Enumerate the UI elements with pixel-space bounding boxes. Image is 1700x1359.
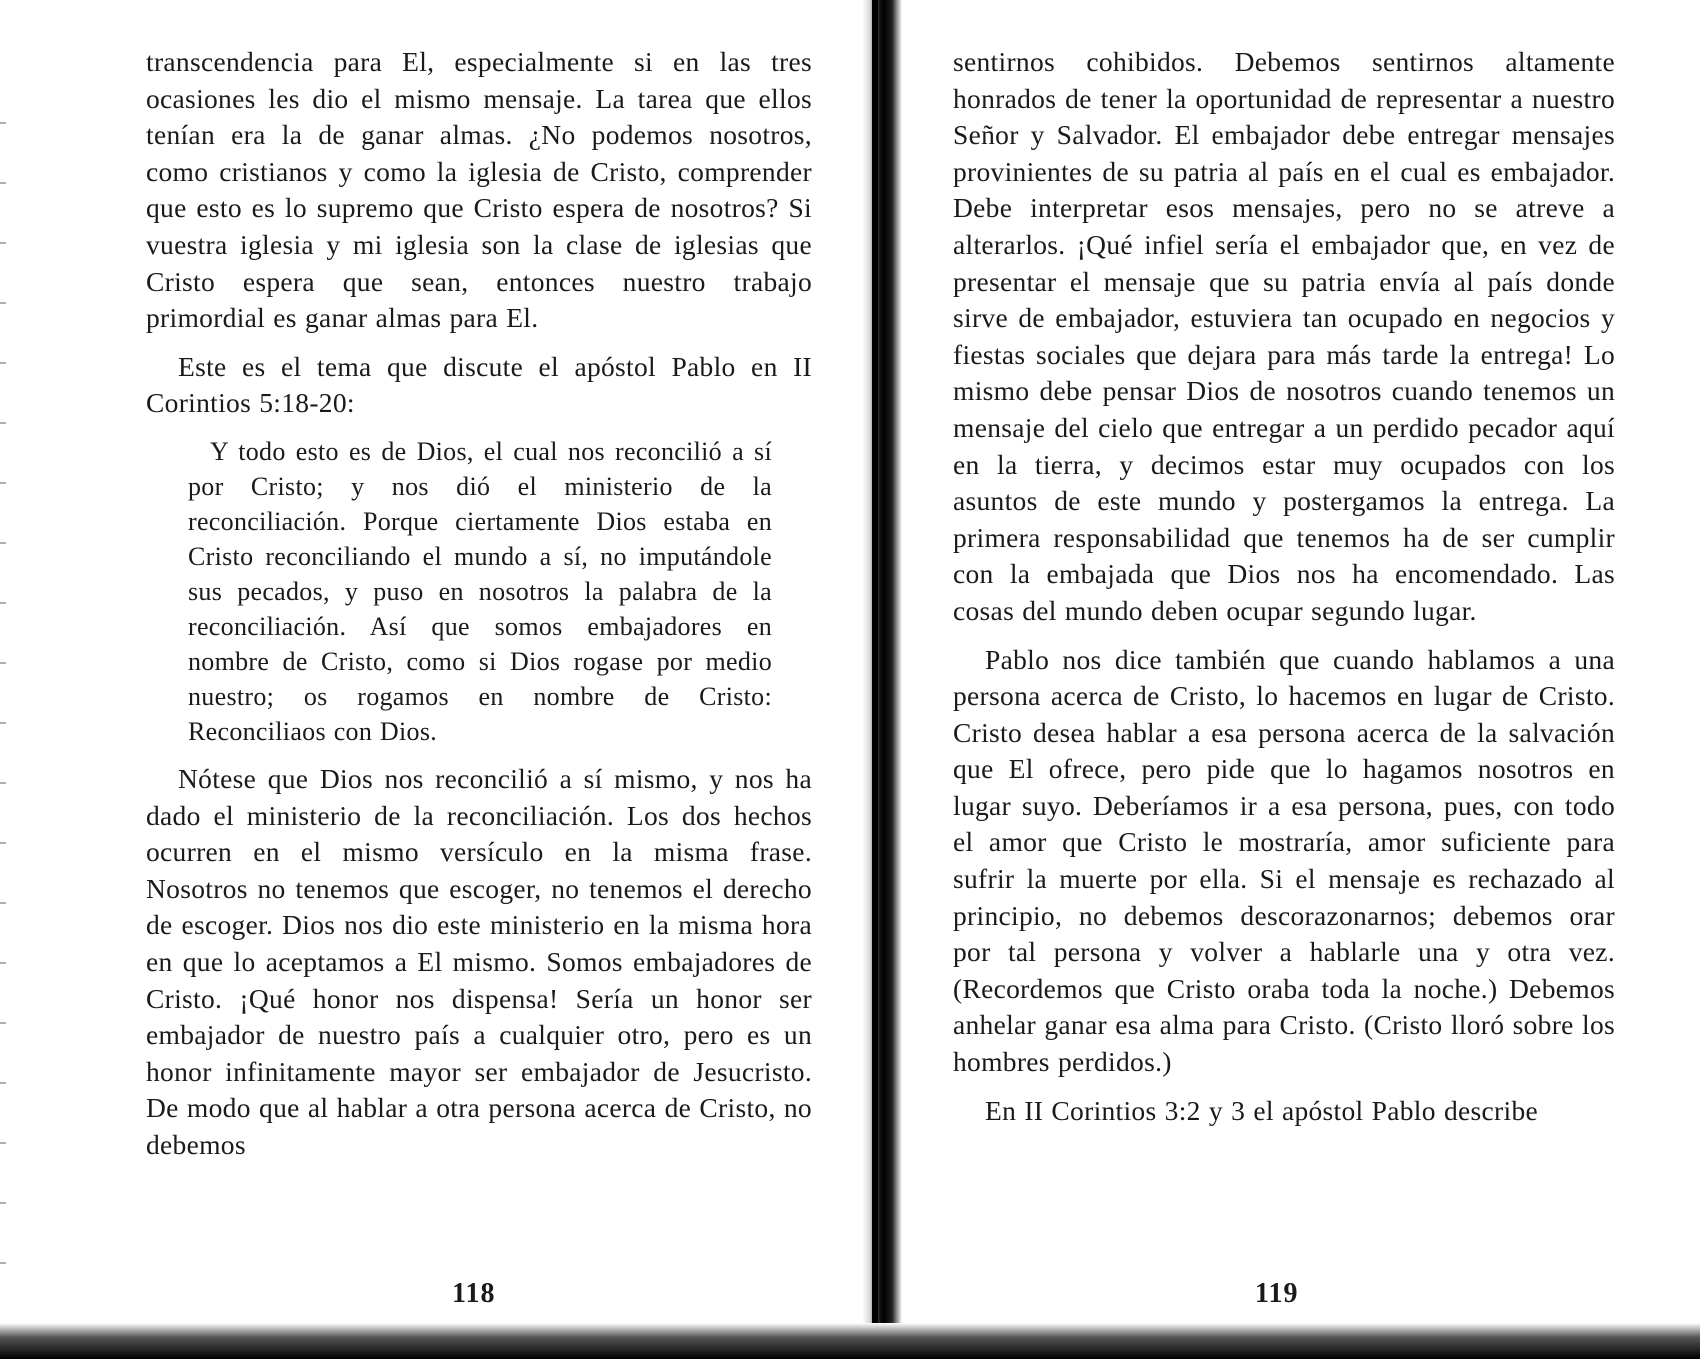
book-gutter-shadow: [862, 0, 902, 1359]
right-paragraph-2: Pablo nos dice también que cuando hablamos a una persona acerca de Cristo, lo hacemos en lugar de Cristo. Cristo desea hablar a esa persona acerca de la salvación que El ofrece, pero pide que lo hagamos nosotros en lugar suyo. Deberíamos ir a esa persona, pues, con todo el amor que Cristo le mostraría, amor suficiente para sufrir la muerte por ella. Si el mensaje es rechazado al principio, no debemos descorazonarnos; debemos orar por tal persona y volver a hablarle una y otra vez. (Recordemos que Cristo oraba toda la noche.) Debemos anhelar ganar esa alma para Cristo. (Cristo lloró sobre los hombres perdidos.): [953, 643, 1615, 1078]
left-page-body: [146, 44, 812, 1163]
scripture-quote: Y todo esto es de Dios, el cual nos reconcilió a sí por Cristo; y nos dió el ministerio de la reconciliación. Porque ciertamente Dios estaba en Cristo reconciliando el mundo a sí, no imputándole sus pecados, y puso en nosotros la palabra de la reconciliación. Así que somos embajadores en nombre de Cristo, como si Dios rogase por medio nuestro; os rogamos en nombre de Cristo: Reconciliaos con Dios.: [188, 436, 772, 746]
page-number-left: 118: [452, 1278, 496, 1309]
right-paragraph-3: En II Corintios 3:2 y 3 el apóstol Pablo describe: [985, 1094, 1538, 1126]
left-paragraph-1: transcendencia para El, especialmente si en las tres ocasiones les dio el mismo mensaje. La tarea que ellos tenían era la de ganar almas. ¿No podemos nosotros, como cristianos y como la iglesia de Cristo, comprender que esto es lo supremo que Cristo espera de nosotros? Si vuestra iglesia y mi iglesia son la clase de iglesias que Cristo espera que sean, entonces nuestro trabajo primordial es ganar almas para El.: [146, 46, 812, 334]
right-paragraph-1: sentirnos cohibidos. Debemos sentirnos altamente honrados de tener la oportunidad de representar a nuestro Señor y Salvador. El embajador debe entregar mensajes provinientes de su patria al país en el cual es embajador. Debe interpretar esos mensajes, pero no se atreve a alterarlos. ¡Qué infiel sería el embajador que, en vez de presentar el mensaje que su patria envía al país donde sirve de embajador, estuviera tan ocupado en negocios y fiestas sociales que dejara para más tarde la entrega! Lo mismo debe pensar Dios de nosotros cuando tenemos un mensaje del cielo que entregar a un perdido pecador aquí en la tierra, y decimos estar muy ocupados con los asuntos de este mundo y postergamos la entrega. La primera responsabilidad que tenemos ha de ser cumplir con la embajada que Dios nos ha encomendado. Las cosas del mundo deben ocupar segundo lugar.: [953, 46, 1615, 626]
left-paragraph-3: Nótese que Dios nos reconcilió a sí mismo, y nos ha dado el ministerio de la reconciliación. Los dos hechos ocurren en el mismo versículo en la misma frase. Nosotros no tenemos que escoger, no tenemos el derecho de escoger. Dios nos dio este ministerio en la misma hora en que lo aceptamos a El mismo. Somos embajadores de Cristo. ¡Qué honor nos dispensa! Sería un honor ser embajador de nuestro país a cualquier otro, pero es un honor infinitamente mayor ser embajador de Jesucristo. De modo que al hablar a otra persona acerca de Cristo, no debemos: [146, 762, 812, 1160]
left-paragraph-2: Este es el tema que discute el apóstol Pablo en II Corintios 5:18-20:: [146, 350, 812, 419]
right-page-body: [953, 44, 1615, 1129]
scan-bottom-edge: [0, 1323, 1700, 1359]
book-spine-line: [872, 0, 878, 1359]
scan-edge-marks: [0, 100, 6, 1300]
page-number-right: 119: [1255, 1278, 1299, 1309]
